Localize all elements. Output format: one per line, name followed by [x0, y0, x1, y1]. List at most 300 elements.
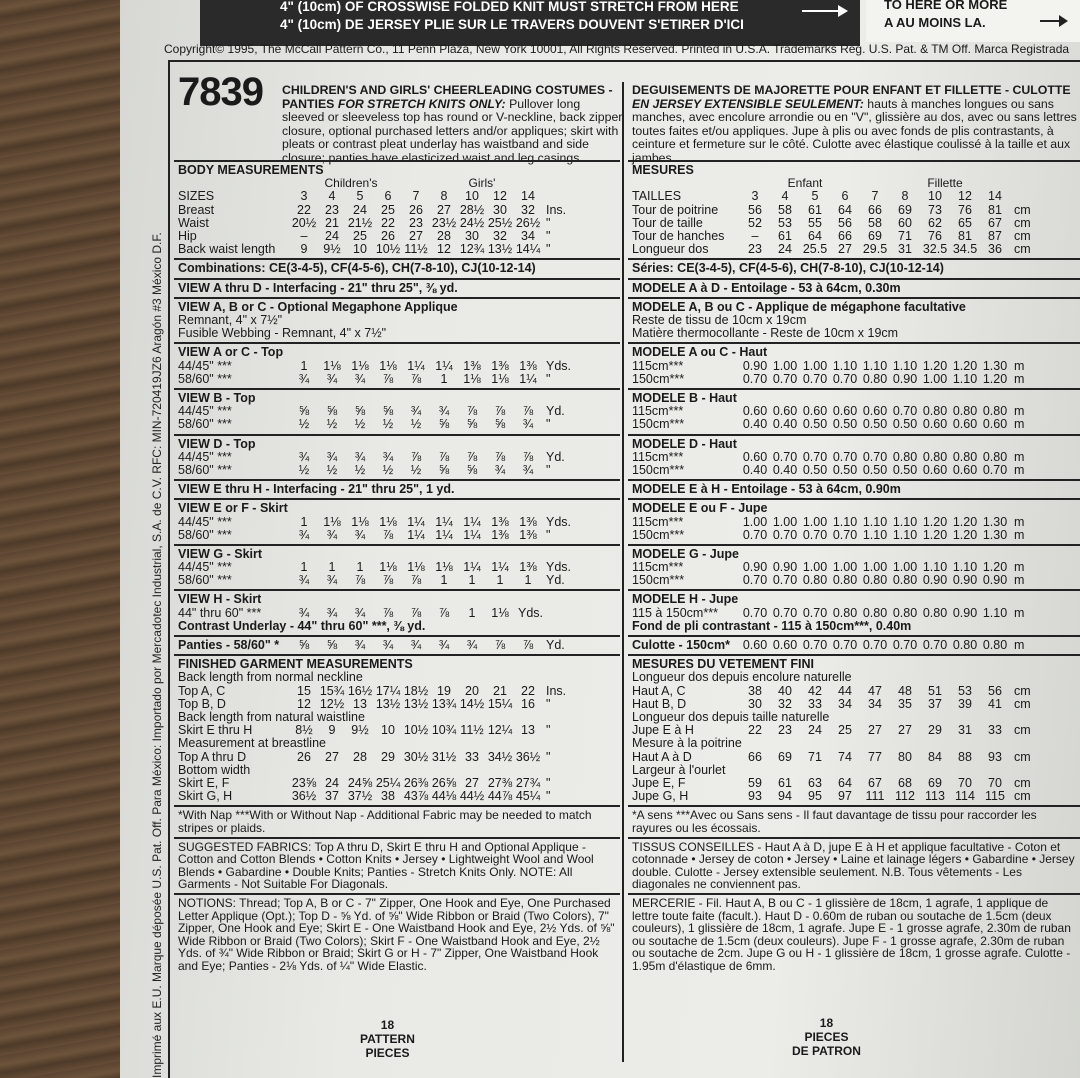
table-row: [178, 360, 616, 373]
cell-value: 32: [493, 228, 507, 243]
pattern-number: 7839: [178, 70, 263, 114]
cell-value: 11½: [460, 723, 484, 738]
cell-value: 23½: [431, 215, 457, 230]
row-values: [740, 451, 1010, 464]
table-row: [178, 464, 616, 477]
cell-value: 41: [988, 696, 1002, 711]
body-measurements-fr: [628, 160, 1080, 258]
cell-value: 67: [988, 215, 1002, 230]
row-values: [290, 574, 542, 587]
cell-value: 7: [871, 189, 879, 204]
cell-value: 94: [778, 789, 792, 804]
cell-value: 1⅜: [491, 358, 509, 373]
finished-measurements-en: [174, 654, 620, 805]
combinations-fr: [628, 258, 1080, 277]
cell-value: 1.00: [892, 560, 918, 575]
cell-value: 29: [381, 749, 395, 764]
cell-value: 1¼: [435, 527, 453, 542]
body-measurements-en: [174, 160, 620, 258]
cell-value: 33: [465, 749, 479, 764]
yardage-block-fr: [628, 342, 1080, 388]
cell-value: ¾: [326, 371, 338, 386]
applique-title: VIEW A, B or C - Optional Megaphone Applique: [178, 299, 458, 314]
cell-value: 62: [928, 215, 942, 230]
interfacing-line: MODELE A à D - Entoilage - 53 à 64cm, 0.30m: [632, 280, 901, 295]
view-title: VIEW H - Skirt: [178, 592, 262, 607]
cell-value: 1⅛: [351, 358, 369, 373]
cell-value: 1: [300, 358, 308, 373]
size-groups: [178, 177, 616, 190]
cell-value: 1¼: [407, 527, 425, 542]
row-values: [740, 243, 1010, 256]
cell-value: 0.80: [982, 638, 1008, 653]
cell-value: 0.70: [832, 527, 858, 542]
cell-value: 25: [353, 228, 367, 243]
table-row: [632, 574, 1078, 587]
table-row: [178, 243, 616, 256]
unit-label: ": [546, 696, 551, 711]
cell-value: 26: [409, 202, 423, 217]
cell-value: ⅝: [298, 404, 310, 419]
cell-value: ¾: [522, 462, 534, 477]
section-heading: BODY MEASUREMENTS: [178, 163, 324, 177]
english-column: [174, 62, 623, 975]
cell-value: 1¼: [463, 527, 481, 542]
measurement-subheading: Longueur dos depuis encolure naturelle: [632, 670, 852, 685]
cell-value: 10¾: [431, 723, 457, 738]
cell-value: ¾: [438, 638, 450, 653]
cell-value: 1⅜: [463, 358, 481, 373]
pattern-description-en: [282, 84, 624, 166]
cell-value: 1.00: [772, 514, 798, 529]
row-label: 115 à 150cm***: [632, 606, 718, 620]
cell-value: 1.30: [982, 514, 1008, 529]
cell-value: 0.80: [922, 449, 948, 464]
cell-value: 56: [748, 202, 762, 217]
cell-value: 1⅛: [435, 560, 453, 575]
unit-label: m: [1014, 573, 1025, 588]
row-values: [740, 190, 1010, 203]
cell-value: 11½: [404, 242, 428, 257]
vertical-import-text: Imprimé aux E.U. Marque déposée U.S. Pat. Off. Para México: Importado por Mercadotec Industrial, S.A. de C.V. RFC: MIN-720419JZ6 Aragón #3 México D.F.: [150, 232, 164, 1078]
cell-value: 14½: [459, 696, 485, 711]
table-row: [632, 230, 1078, 243]
cell-value: 60: [898, 215, 912, 230]
cell-value: 6: [384, 189, 392, 204]
cell-value: 69: [778, 749, 792, 764]
nap-note: *A sens ***Avec ou Sans sens - Il faut davantage de tissu pour raccorder les rayures ou les écossais.: [632, 808, 1037, 835]
cell-value: 23: [778, 723, 792, 738]
table-row: [632, 373, 1078, 386]
pieces-label: PATTERN: [360, 1032, 415, 1046]
cell-value: 0.90: [892, 371, 918, 386]
cell-value: ¾: [354, 638, 366, 653]
cell-value: ½: [354, 417, 366, 432]
yardage-block-fr: [628, 544, 1080, 590]
row-values: [740, 373, 1010, 386]
cell-value: ¾: [382, 638, 394, 653]
cell-value: 1: [468, 605, 476, 620]
cell-value: 1⅜: [491, 527, 509, 542]
cell-value: 69: [928, 776, 942, 790]
cell-value: 115: [985, 789, 1005, 804]
cell-value: 53: [778, 215, 792, 230]
unit-label: ": [546, 723, 551, 738]
unit-label: Yds.: [546, 514, 572, 529]
cell-value: ⅞: [382, 371, 394, 386]
interfacing-line: VIEW A thru D - Interfacing - 21" thru 25", ⅜ yd.: [178, 280, 458, 295]
cell-value: 12: [437, 242, 451, 257]
cell-value: 61: [778, 228, 792, 243]
view-title: VIEW A or C - Top: [178, 345, 284, 360]
cell-value: 23: [748, 242, 762, 257]
cell-value: 32.5: [922, 242, 948, 257]
cell-value: 23: [409, 215, 423, 230]
unit-label: Ins.: [546, 683, 567, 698]
cell-value: 1.20: [922, 358, 948, 373]
row-values: [290, 607, 514, 620]
cell-value: 95: [808, 789, 822, 804]
cell-value: 0.80: [922, 404, 948, 419]
row-label: Skirt E, F: [178, 777, 230, 790]
cell-value: 58: [778, 202, 792, 217]
view-title: MODELE B - Haut: [632, 390, 737, 405]
row-values: [740, 639, 1010, 652]
unit-label: cm: [1014, 789, 1031, 804]
cell-value: 27¾: [515, 776, 541, 790]
cell-value: 0.70: [802, 449, 828, 464]
cell-value: 1.00: [802, 514, 828, 529]
cell-value: 61: [778, 776, 792, 790]
cell-value: ¾: [354, 371, 366, 386]
view-title: MODELE A ou C - Haut: [632, 345, 768, 360]
cell-value: 6: [841, 189, 849, 204]
cell-value: 24: [778, 242, 792, 257]
cell-value: 1.10: [892, 358, 918, 373]
cell-value: 3: [751, 189, 759, 204]
cell-value: 1¼: [491, 560, 509, 575]
applique-line: Fusible Webbing - Remnant, 4" x 7½": [178, 326, 387, 341]
cell-value: 0.70: [832, 371, 858, 386]
cell-value: 13: [353, 696, 367, 711]
cell-value: 74: [838, 749, 852, 764]
row-values: [290, 639, 542, 652]
table-row: [178, 405, 616, 418]
unit-label: m: [1014, 560, 1025, 575]
table-row: [632, 529, 1078, 542]
cell-value: 48: [898, 683, 912, 698]
unit-label: cm: [1014, 202, 1031, 217]
unit-label: cm: [1014, 749, 1031, 764]
cell-value: ⅝: [354, 404, 366, 419]
cell-value: 97: [838, 789, 852, 804]
panties-fr: [628, 635, 1080, 654]
cell-value: 1¼: [407, 358, 425, 373]
cell-value: 21: [325, 215, 339, 230]
cell-value: ¾: [466, 638, 478, 653]
cell-value: 0.70: [802, 605, 828, 620]
cell-value: 43⅞: [403, 789, 429, 804]
section-heading: MESURES DU VETEMENT FINI: [632, 657, 814, 672]
cell-value: 30: [493, 202, 507, 217]
cell-value: 8½: [295, 723, 313, 738]
cell-value: 1.10: [952, 560, 978, 575]
yardage-block-fr: [628, 388, 1080, 434]
cell-value: 12: [493, 189, 507, 204]
cell-value: 0.60: [982, 417, 1008, 432]
cell-value: 17¼: [375, 683, 401, 698]
row-label: Tour de poitrine: [632, 203, 719, 217]
cell-value: 27: [409, 228, 423, 243]
cell-value: 88: [958, 749, 972, 764]
cell-value: 44⅞: [487, 789, 513, 804]
cell-value: 9½: [323, 242, 341, 257]
cell-value: 25: [838, 723, 852, 738]
section-heading: FINISHED GARMENT MEASUREMENTS: [178, 657, 413, 672]
cell-value: 56: [988, 683, 1002, 698]
row-values: [740, 685, 1010, 698]
row-values: [740, 574, 1010, 587]
table-row: [178, 451, 616, 464]
unit-label: cm: [1014, 696, 1031, 711]
cell-value: 61: [808, 202, 822, 217]
cell-value: 34: [521, 228, 535, 243]
cell-value: 0.50: [862, 417, 888, 432]
view-title: VIEW G - Skirt: [178, 546, 263, 561]
cell-value: 0.90: [742, 560, 768, 575]
cell-value: 69: [868, 228, 882, 243]
notions-en: [174, 893, 620, 975]
cell-value: 0.70: [862, 638, 888, 653]
cell-value: 34½: [487, 749, 513, 764]
cell-value: 0.70: [772, 527, 798, 542]
cell-value: 1: [328, 560, 336, 575]
cell-value: ⅞: [410, 605, 422, 620]
cell-value: ¾: [410, 404, 422, 419]
table-row: [178, 777, 616, 790]
unit-label: [1010, 190, 1036, 203]
unit-label: cm: [1014, 242, 1031, 257]
cell-value: 0.70: [742, 573, 768, 588]
view-title: MODELE G - Jupe: [632, 546, 739, 561]
cell-value: 0.70: [802, 638, 828, 653]
cell-value: 33: [808, 696, 822, 711]
pattern-pieces-fr: [792, 1016, 861, 1058]
fabrics-text: SUGGESTED FABRICS: Top A thru D, Skirt E thru H and Optional Applique - Cotton and Cotton Blends • Cotton Knits • Jersey • Lightweight Wool and Wool Blends • Gabardine • Double Knits; Panties - Stretch Knits Only. NOTE: All Garments - Not Suitable For Diagonals.: [178, 839, 594, 892]
cell-value: 13¾: [431, 696, 457, 711]
cell-value: 0.60: [802, 404, 828, 419]
cell-value: 1⅜: [519, 514, 537, 529]
cell-value: ½: [410, 417, 422, 432]
cell-value: 70: [988, 776, 1002, 790]
cell-value: 0.40: [772, 417, 798, 432]
cell-value: 1⅛: [323, 358, 341, 373]
row-label: 150cm***: [632, 418, 685, 432]
cell-value: 10: [465, 189, 479, 204]
cell-value: 0.80: [982, 404, 1008, 419]
measurement-subheading: Bottom width: [178, 762, 251, 777]
unit-label: ": [546, 228, 551, 243]
applique-en: [174, 297, 620, 343]
row-values: [290, 451, 542, 464]
cell-value: 0.80: [952, 638, 978, 653]
row-label: 44/45" ***: [178, 450, 232, 464]
table-row: [178, 190, 616, 203]
row-values: [740, 607, 1010, 620]
unit-label: Yd.: [546, 638, 565, 653]
cell-value: 25½: [487, 215, 513, 230]
nap-note-en: [174, 805, 620, 836]
cell-value: 0.70: [802, 527, 828, 542]
cell-value: 32: [521, 202, 535, 217]
row-values: [290, 373, 542, 386]
table-row: [178, 751, 616, 764]
arrow-right-icon: [1040, 20, 1066, 22]
cell-value: 0.50: [802, 462, 828, 477]
unit-label: ": [546, 776, 551, 790]
cell-value: 36: [988, 242, 1002, 257]
cell-value: 1.10: [862, 358, 888, 373]
cell-value: 24: [353, 202, 367, 217]
cell-value: ⅞: [466, 404, 478, 419]
cell-value: 29: [928, 723, 942, 738]
cell-value: ½: [326, 417, 338, 432]
unit-label: Ins.: [546, 202, 567, 217]
pattern-header-en: [174, 62, 623, 165]
cell-value: 20: [465, 683, 479, 698]
cell-value: 1.20: [952, 358, 978, 373]
unit-label: ": [546, 371, 551, 386]
cell-value: 80: [898, 749, 912, 764]
cell-value: 1.00: [742, 514, 768, 529]
cell-value: 1⅛: [463, 371, 481, 386]
cell-value: ⅞: [382, 527, 394, 542]
row-label: Top A, C: [178, 684, 226, 698]
cell-value: 26: [381, 228, 395, 243]
group-label-children: Enfant: [787, 176, 823, 191]
interfacing-ad-en: [174, 278, 620, 297]
cell-value: 1⅛: [379, 514, 397, 529]
suggested-fabrics-en: [174, 837, 620, 893]
row-label: 150cm***: [632, 463, 685, 477]
cell-value: 1⅛: [379, 358, 397, 373]
size-groups: [632, 177, 1078, 190]
cell-value: 0.50: [892, 462, 918, 477]
cell-value: 0.40: [742, 417, 768, 432]
cell-value: 1.10: [862, 514, 888, 529]
cell-value: 76: [928, 228, 942, 243]
pattern-description-fr: [632, 84, 1080, 166]
cell-value: 1.30: [982, 358, 1008, 373]
table-row: [178, 418, 616, 431]
cell-value: 13½: [403, 696, 429, 711]
cell-value: ¾: [522, 417, 534, 432]
cell-value: 40: [778, 683, 792, 698]
row-label: 58/60" ***: [178, 418, 232, 432]
cell-value: 0.50: [802, 417, 828, 432]
section-heading: MESURES: [632, 163, 694, 177]
cell-value: 0.70: [772, 449, 798, 464]
cell-value: 0.60: [862, 404, 888, 419]
yardage-block-en: [174, 388, 620, 434]
cell-value: ⅞: [522, 449, 534, 464]
row-label: 44/45" ***: [178, 561, 232, 575]
cell-value: 77: [868, 749, 882, 764]
table-row: [632, 777, 1078, 790]
cell-value: ¾: [298, 573, 310, 588]
cell-value: 0.60: [952, 417, 978, 432]
cell-value: 14: [988, 189, 1002, 204]
cell-value: ⅝: [326, 638, 338, 653]
cell-value: 24: [325, 228, 339, 243]
row-label: Top A thru D: [178, 750, 247, 764]
cell-value: ⅝: [298, 638, 310, 653]
cell-value: 1: [300, 560, 308, 575]
row-values: [290, 724, 542, 737]
cell-value: ¾: [326, 605, 338, 620]
unit-label: Yd.: [546, 449, 565, 464]
cell-value: 31: [958, 723, 972, 738]
underlay-line: Fond de pli contrastant - 115 à 150cm***, 0.40m: [632, 618, 912, 633]
stretch-guide-banner: [200, 0, 860, 46]
cell-value: 1: [440, 371, 448, 386]
cell-value: 31: [898, 242, 912, 257]
cell-value: 81: [958, 228, 972, 243]
cell-value: 0.60: [922, 462, 948, 477]
cell-value: 5: [811, 189, 819, 204]
table-row: [178, 516, 616, 529]
unit-label: cm: [1014, 683, 1031, 698]
row-label: 44" thru 60" ***: [178, 606, 262, 620]
row-label: 115cm***: [632, 515, 684, 529]
cell-value: 0.80: [862, 573, 888, 588]
row-label: 150cm***: [632, 528, 685, 542]
view-h-fr: [628, 589, 1080, 635]
cell-value: 0.70: [922, 638, 948, 653]
cell-value: 37: [325, 789, 339, 804]
yardage-block-fr: [628, 498, 1080, 544]
cell-value: 1.10: [892, 514, 918, 529]
underlay-line: Contrast Underlay - 44" thru 60" ***, ⅜ yd.: [178, 618, 426, 633]
table-row: [632, 751, 1078, 764]
unit-label: cm: [1014, 776, 1031, 790]
yardage-block-en: [174, 342, 620, 388]
cell-value: 38: [748, 683, 762, 698]
cell-value: 14¼: [515, 242, 541, 257]
cell-value: 35: [898, 696, 912, 711]
yardage-block-en: [174, 434, 620, 480]
table-row: [632, 639, 1078, 652]
interfacing-eh-fr: [628, 479, 1080, 498]
unit-label: [542, 190, 572, 203]
yardage-block-en: [174, 544, 620, 590]
stretch-guide-line-fr: 4" (10cm) DE JERSEY PLIE SUR LE TRAVERS DOUVENT S'ETIRER D'ICI: [280, 17, 744, 32]
nap-note: *With Nap ***With or Without Nap - Additional Fabric may be needed to match stripes or plaids.: [178, 808, 592, 835]
cell-value: ⅞: [410, 449, 422, 464]
cell-value: 24⅝: [347, 776, 373, 790]
cell-value: 1⅜: [519, 358, 537, 373]
cell-value: 22: [521, 683, 535, 698]
unit-label: cm: [1014, 215, 1031, 230]
cell-value: 1⅛: [379, 560, 397, 575]
applique-line: Remnant, 4" x 7½": [178, 312, 283, 327]
unit-label: m: [1014, 371, 1025, 386]
finished-measurements-fr: [628, 654, 1080, 805]
unit-label: ": [546, 789, 551, 804]
cell-value: ½: [298, 417, 310, 432]
cell-value: 39: [958, 696, 972, 711]
cell-value: ½: [382, 417, 394, 432]
